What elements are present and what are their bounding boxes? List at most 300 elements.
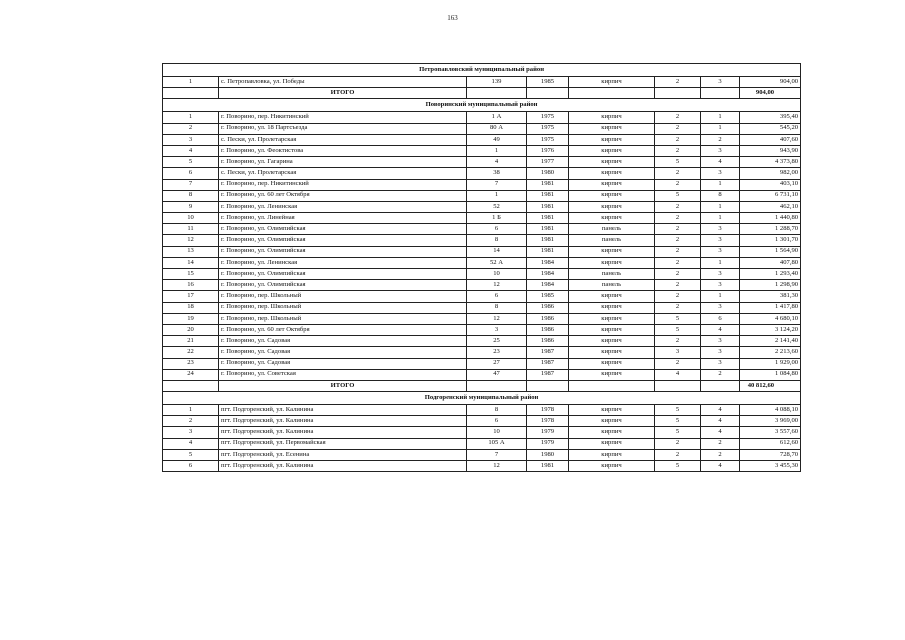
house-number-cell: 8 — [467, 235, 527, 246]
table-row — [163, 157, 801, 168]
address-cell: г. Поворино, ул. Садовая — [219, 358, 467, 369]
entrances-cell: 3 — [701, 358, 740, 369]
table-row — [163, 269, 801, 280]
material-cell: кирпич — [569, 302, 655, 313]
material-cell: кирпич — [569, 145, 655, 156]
area-cell: 2 213,60 — [740, 347, 801, 358]
row-number: 3 — [163, 134, 219, 145]
year-cell: 1984 — [527, 280, 569, 291]
table-row — [163, 449, 801, 460]
area-cell: 1 929,00 — [740, 358, 801, 369]
housing-registry-table — [162, 63, 801, 472]
row-number: 8 — [163, 190, 219, 201]
address-cell: г. Поворино, ул. Олимпийская — [219, 224, 467, 235]
material-cell: кирпич — [569, 201, 655, 212]
total-empty-cell — [569, 88, 655, 99]
row-number: 23 — [163, 358, 219, 369]
floors-cell: 2 — [655, 280, 701, 291]
table-row — [163, 145, 801, 156]
entrances-cell: 2 — [701, 449, 740, 460]
year-cell: 1987 — [527, 369, 569, 380]
house-number-cell: 10 — [467, 269, 527, 280]
floors-cell: 2 — [655, 291, 701, 302]
address-cell: пгт. Подгоренский, ул. Калинина — [219, 461, 467, 472]
year-cell: 1975 — [527, 134, 569, 145]
address-cell: пгт. Подгоренский, ул. Первомайская — [219, 438, 467, 449]
address-cell: с. Пески, ул. Пролетарская — [219, 134, 467, 145]
area-cell: 1 293,40 — [740, 269, 801, 280]
address-cell: г. Поворино, ул. Садовая — [219, 336, 467, 347]
floors-cell: 2 — [655, 145, 701, 156]
table-row — [163, 201, 801, 212]
address-cell: пгт. Подгоренский, ул. Калинина — [219, 427, 467, 438]
row-number: 14 — [163, 257, 219, 268]
table-row — [163, 280, 801, 291]
row-number: 24 — [163, 369, 219, 380]
year-cell: 1985 — [527, 291, 569, 302]
house-number-cell: 27 — [467, 358, 527, 369]
table-row — [163, 190, 801, 201]
entrances-cell: 3 — [701, 145, 740, 156]
year-cell: 1980 — [527, 449, 569, 460]
year-cell: 1986 — [527, 324, 569, 335]
area-cell: 3 557,60 — [740, 427, 801, 438]
table-row — [163, 77, 801, 88]
floors-cell: 2 — [655, 235, 701, 246]
material-cell: кирпич — [569, 461, 655, 472]
material-cell: кирпич — [569, 190, 655, 201]
entrances-cell: 8 — [701, 190, 740, 201]
row-number: 6 — [163, 461, 219, 472]
address-cell: с. Пески, ул. Пролетарская — [219, 168, 467, 179]
address-cell: г. Поворино, пер. Школьный — [219, 313, 467, 324]
table-row — [163, 369, 801, 380]
year-cell: 1981 — [527, 461, 569, 472]
material-cell: кирпич — [569, 168, 655, 179]
row-number: 6 — [163, 168, 219, 179]
entrances-cell: 4 — [701, 324, 740, 335]
address-cell: г. Поворино, пер. Никитинский — [219, 112, 467, 123]
floors-cell: 4 — [655, 369, 701, 380]
area-cell: 381,30 — [740, 291, 801, 302]
row-number: 21 — [163, 336, 219, 347]
address-cell: г. Поворино, ул. Олимпийская — [219, 280, 467, 291]
material-cell: кирпич — [569, 123, 655, 134]
house-number-cell: 49 — [467, 134, 527, 145]
total-empty-cell — [467, 380, 527, 391]
row-number: 9 — [163, 201, 219, 212]
area-cell: 612,60 — [740, 438, 801, 449]
district-title: Подгоренский муниципальный район — [163, 392, 801, 405]
address-cell: пгт. Подгоренский, ул. Есенина — [219, 449, 467, 460]
year-cell: 1986 — [527, 313, 569, 324]
total-empty-cell — [569, 380, 655, 391]
floors-cell: 2 — [655, 438, 701, 449]
table-row — [163, 461, 801, 472]
material-cell: панель — [569, 269, 655, 280]
table-row — [163, 168, 801, 179]
year-cell: 1987 — [527, 347, 569, 358]
floors-cell: 2 — [655, 224, 701, 235]
year-cell: 1975 — [527, 123, 569, 134]
table-row — [163, 324, 801, 335]
material-cell: кирпич — [569, 324, 655, 335]
total-empty-cell — [527, 88, 569, 99]
table-row — [163, 224, 801, 235]
material-cell: панель — [569, 224, 655, 235]
row-number: 11 — [163, 224, 219, 235]
row-number: 4 — [163, 145, 219, 156]
area-cell: 545,20 — [740, 123, 801, 134]
address-cell: с. Петропавловка, ул. Победы — [219, 77, 467, 88]
year-cell: 1976 — [527, 145, 569, 156]
table-row — [163, 134, 801, 145]
material-cell: кирпич — [569, 134, 655, 145]
year-cell: 1980 — [527, 168, 569, 179]
row-number: 18 — [163, 302, 219, 313]
entrances-cell: 3 — [701, 336, 740, 347]
floors-cell: 5 — [655, 324, 701, 335]
house-number-cell: 1 — [467, 145, 527, 156]
row-number: 1 — [163, 405, 219, 416]
row-number: 22 — [163, 347, 219, 358]
floors-cell: 2 — [655, 269, 701, 280]
floors-cell: 5 — [655, 190, 701, 201]
entrances-cell: 4 — [701, 157, 740, 168]
area-cell: 1 417,80 — [740, 302, 801, 313]
district-title: Поворинский муниципальный район — [163, 99, 801, 112]
house-number-cell: 7 — [467, 179, 527, 190]
year-cell: 1984 — [527, 257, 569, 268]
entrances-cell: 3 — [701, 235, 740, 246]
address-cell: г. Поворино, ул. Олимпийская — [219, 269, 467, 280]
entrances-cell: 3 — [701, 302, 740, 313]
total-empty-cell — [655, 380, 701, 391]
table-row — [163, 246, 801, 257]
row-number: 17 — [163, 291, 219, 302]
entrances-cell: 1 — [701, 179, 740, 190]
material-cell: кирпич — [569, 438, 655, 449]
entrances-cell: 3 — [701, 347, 740, 358]
address-cell: г. Поворино, ул. Ленинская — [219, 201, 467, 212]
table-row — [163, 405, 801, 416]
table-row — [163, 179, 801, 190]
row-number: 19 — [163, 313, 219, 324]
entrances-cell: 1 — [701, 112, 740, 123]
row-number: 2 — [163, 416, 219, 427]
floors-cell: 5 — [655, 461, 701, 472]
year-cell: 1981 — [527, 179, 569, 190]
total-value: 904,00 — [740, 88, 801, 99]
house-number-cell: 1 Б — [467, 213, 527, 224]
entrances-cell: 4 — [701, 416, 740, 427]
table-row — [163, 112, 801, 123]
entrances-cell: 4 — [701, 461, 740, 472]
area-cell: 904,00 — [740, 77, 801, 88]
total-empty-cell — [163, 380, 219, 391]
house-number-cell: 7 — [467, 449, 527, 460]
material-cell: панель — [569, 280, 655, 291]
floors-cell: 2 — [655, 168, 701, 179]
area-cell: 1 298,90 — [740, 280, 801, 291]
address-cell: г. Поворино, ул. Олимпийская — [219, 235, 467, 246]
row-number: 4 — [163, 438, 219, 449]
year-cell: 1978 — [527, 416, 569, 427]
total-empty-cell — [527, 380, 569, 391]
area-cell: 1 564,90 — [740, 246, 801, 257]
house-number-cell: 52 А — [467, 257, 527, 268]
material-cell: кирпич — [569, 347, 655, 358]
area-cell: 943,90 — [740, 145, 801, 156]
house-number-cell: 12 — [467, 461, 527, 472]
house-number-cell: 12 — [467, 280, 527, 291]
area-cell: 395,40 — [740, 112, 801, 123]
floors-cell: 5 — [655, 313, 701, 324]
table-row — [163, 347, 801, 358]
entrances-cell: 6 — [701, 313, 740, 324]
house-number-cell: 6 — [467, 224, 527, 235]
year-cell: 1979 — [527, 438, 569, 449]
total-empty-cell — [467, 88, 527, 99]
address-cell: пгт. Подгоренский, ул. Калинина — [219, 405, 467, 416]
floors-cell: 2 — [655, 134, 701, 145]
house-number-cell: 25 — [467, 336, 527, 347]
address-cell: г. Поворино, ул. 60 лет Октября — [219, 324, 467, 335]
year-cell: 1981 — [527, 201, 569, 212]
district-section-header — [163, 392, 801, 405]
year-cell: 1986 — [527, 336, 569, 347]
year-cell: 1981 — [527, 235, 569, 246]
house-number-cell: 14 — [467, 246, 527, 257]
house-number-cell: 52 — [467, 201, 527, 212]
year-cell: 1977 — [527, 157, 569, 168]
floors-cell: 5 — [655, 157, 701, 168]
year-cell: 1984 — [527, 269, 569, 280]
floors-cell: 5 — [655, 405, 701, 416]
area-cell: 3 124,20 — [740, 324, 801, 335]
address-cell: г. Поворино, ул. Советская — [219, 369, 467, 380]
year-cell: 1975 — [527, 112, 569, 123]
row-number: 1 — [163, 112, 219, 123]
address-cell: г. Поворино, ул. Садовая — [219, 347, 467, 358]
floors-cell: 2 — [655, 257, 701, 268]
house-number-cell: 12 — [467, 313, 527, 324]
area-cell: 4 088,10 — [740, 405, 801, 416]
house-number-cell: 6 — [467, 291, 527, 302]
address-cell: г. Поворино, пер. Школьный — [219, 302, 467, 313]
area-cell: 1 084,80 — [740, 369, 801, 380]
material-cell: кирпич — [569, 246, 655, 257]
row-number: 10 — [163, 213, 219, 224]
material-cell: кирпич — [569, 112, 655, 123]
entrances-cell: 3 — [701, 280, 740, 291]
house-number-cell: 4 — [467, 157, 527, 168]
table-row — [163, 302, 801, 313]
house-number-cell: 139 — [467, 77, 527, 88]
table-row — [163, 257, 801, 268]
entrances-cell: 1 — [701, 213, 740, 224]
material-cell: кирпич — [569, 291, 655, 302]
entrances-cell: 1 — [701, 291, 740, 302]
area-cell: 2 141,40 — [740, 336, 801, 347]
floors-cell: 2 — [655, 336, 701, 347]
area-cell: 462,10 — [740, 201, 801, 212]
total-row — [163, 88, 801, 99]
total-empty-cell — [701, 380, 740, 391]
material-cell: кирпич — [569, 405, 655, 416]
house-number-cell: 6 — [467, 416, 527, 427]
house-number-cell: 80 А — [467, 123, 527, 134]
address-cell: г. Поворино, ул. Ленинская — [219, 257, 467, 268]
house-number-cell: 105 А — [467, 438, 527, 449]
year-cell: 1978 — [527, 405, 569, 416]
house-number-cell: 47 — [467, 369, 527, 380]
house-number-cell: 23 — [467, 347, 527, 358]
table-row — [163, 416, 801, 427]
house-number-cell: 8 — [467, 405, 527, 416]
address-cell: г. Поворино, ул. Феоктистова — [219, 145, 467, 156]
area-cell: 407,80 — [740, 257, 801, 268]
floors-cell: 5 — [655, 416, 701, 427]
material-cell: кирпич — [569, 427, 655, 438]
entrances-cell: 1 — [701, 123, 740, 134]
district-section-header — [163, 99, 801, 112]
total-value: 40 812,60 — [740, 380, 801, 391]
entrances-cell: 2 — [701, 438, 740, 449]
entrances-cell: 2 — [701, 369, 740, 380]
year-cell: 1981 — [527, 213, 569, 224]
page-number: 163 — [447, 14, 458, 22]
year-cell: 1986 — [527, 302, 569, 313]
year-cell: 1985 — [527, 77, 569, 88]
area-cell: 982,00 — [740, 168, 801, 179]
year-cell: 1981 — [527, 224, 569, 235]
area-cell: 3 455,30 — [740, 461, 801, 472]
total-label: ИТОГО — [219, 88, 467, 99]
house-number-cell: 8 — [467, 302, 527, 313]
material-cell: кирпич — [569, 416, 655, 427]
entrances-cell: 3 — [701, 224, 740, 235]
address-cell: г. Поворино, пер. Никитинский — [219, 179, 467, 190]
area-cell: 1 288,70 — [740, 224, 801, 235]
table-row — [163, 213, 801, 224]
row-number: 1 — [163, 77, 219, 88]
area-cell: 728,70 — [740, 449, 801, 460]
table-row — [163, 313, 801, 324]
address-cell: г. Поворино, ул. Олимпийская — [219, 246, 467, 257]
area-cell: 1 440,80 — [740, 213, 801, 224]
material-cell: кирпич — [569, 257, 655, 268]
area-cell: 403,10 — [740, 179, 801, 190]
entrances-cell: 4 — [701, 427, 740, 438]
row-number: 20 — [163, 324, 219, 335]
table-row — [163, 123, 801, 134]
material-cell: кирпич — [569, 179, 655, 190]
table-row — [163, 438, 801, 449]
floors-cell: 2 — [655, 213, 701, 224]
floors-cell: 2 — [655, 358, 701, 369]
district-section-header — [163, 64, 801, 77]
area-cell: 1 301,70 — [740, 235, 801, 246]
row-number: 3 — [163, 427, 219, 438]
entrances-cell: 4 — [701, 405, 740, 416]
address-cell: г. Поворино, ул. 18 Партсъезда — [219, 123, 467, 134]
row-number: 2 — [163, 123, 219, 134]
house-number-cell: 10 — [467, 427, 527, 438]
total-empty-cell — [163, 88, 219, 99]
material-cell: кирпич — [569, 449, 655, 460]
row-number: 7 — [163, 179, 219, 190]
entrances-cell: 2 — [701, 134, 740, 145]
material-cell: кирпич — [569, 313, 655, 324]
entrances-cell: 3 — [701, 77, 740, 88]
address-cell: г. Поворино, ул. Гагарина — [219, 157, 467, 168]
row-number: 15 — [163, 269, 219, 280]
address-cell: пгт. Подгоренский, ул. Калинина — [219, 416, 467, 427]
row-number: 12 — [163, 235, 219, 246]
material-cell: кирпич — [569, 157, 655, 168]
material-cell: кирпич — [569, 213, 655, 224]
material-cell: кирпич — [569, 336, 655, 347]
entrances-cell: 3 — [701, 246, 740, 257]
total-row — [163, 380, 801, 391]
area-cell: 407,60 — [740, 134, 801, 145]
floors-cell: 2 — [655, 77, 701, 88]
floors-cell: 2 — [655, 112, 701, 123]
house-number-cell: 3 — [467, 324, 527, 335]
year-cell: 1979 — [527, 427, 569, 438]
table-row — [163, 336, 801, 347]
address-cell: г. Поворино, ул. 60 лет Октября — [219, 190, 467, 201]
row-number: 5 — [163, 449, 219, 460]
floors-cell: 2 — [655, 246, 701, 257]
total-empty-cell — [701, 88, 740, 99]
entrances-cell: 3 — [701, 168, 740, 179]
area-cell: 4 680,10 — [740, 313, 801, 324]
table-row — [163, 291, 801, 302]
total-label: ИТОГО — [219, 380, 467, 391]
address-cell: г. Поворино, ул. Линейная — [219, 213, 467, 224]
floors-cell: 2 — [655, 123, 701, 134]
area-cell: 3 969,00 — [740, 416, 801, 427]
row-number: 13 — [163, 246, 219, 257]
table-row — [163, 358, 801, 369]
entrances-cell: 1 — [701, 257, 740, 268]
total-empty-cell — [655, 88, 701, 99]
floors-cell: 3 — [655, 347, 701, 358]
entrances-cell: 1 — [701, 201, 740, 212]
table-row — [163, 427, 801, 438]
year-cell: 1981 — [527, 246, 569, 257]
area-cell: 6 731,10 — [740, 190, 801, 201]
year-cell: 1981 — [527, 190, 569, 201]
material-cell: кирпич — [569, 369, 655, 380]
floors-cell: 2 — [655, 179, 701, 190]
material-cell: кирпич — [569, 77, 655, 88]
year-cell: 1987 — [527, 358, 569, 369]
material-cell: кирпич — [569, 358, 655, 369]
house-number-cell: 1 — [467, 190, 527, 201]
floors-cell: 2 — [655, 449, 701, 460]
entrances-cell: 3 — [701, 269, 740, 280]
floors-cell: 2 — [655, 302, 701, 313]
row-number: 5 — [163, 157, 219, 168]
floors-cell: 2 — [655, 201, 701, 212]
area-cell: 4 373,80 — [740, 157, 801, 168]
house-number-cell: 38 — [467, 168, 527, 179]
table-row — [163, 235, 801, 246]
address-cell: г. Поворино, пер. Школьный — [219, 291, 467, 302]
